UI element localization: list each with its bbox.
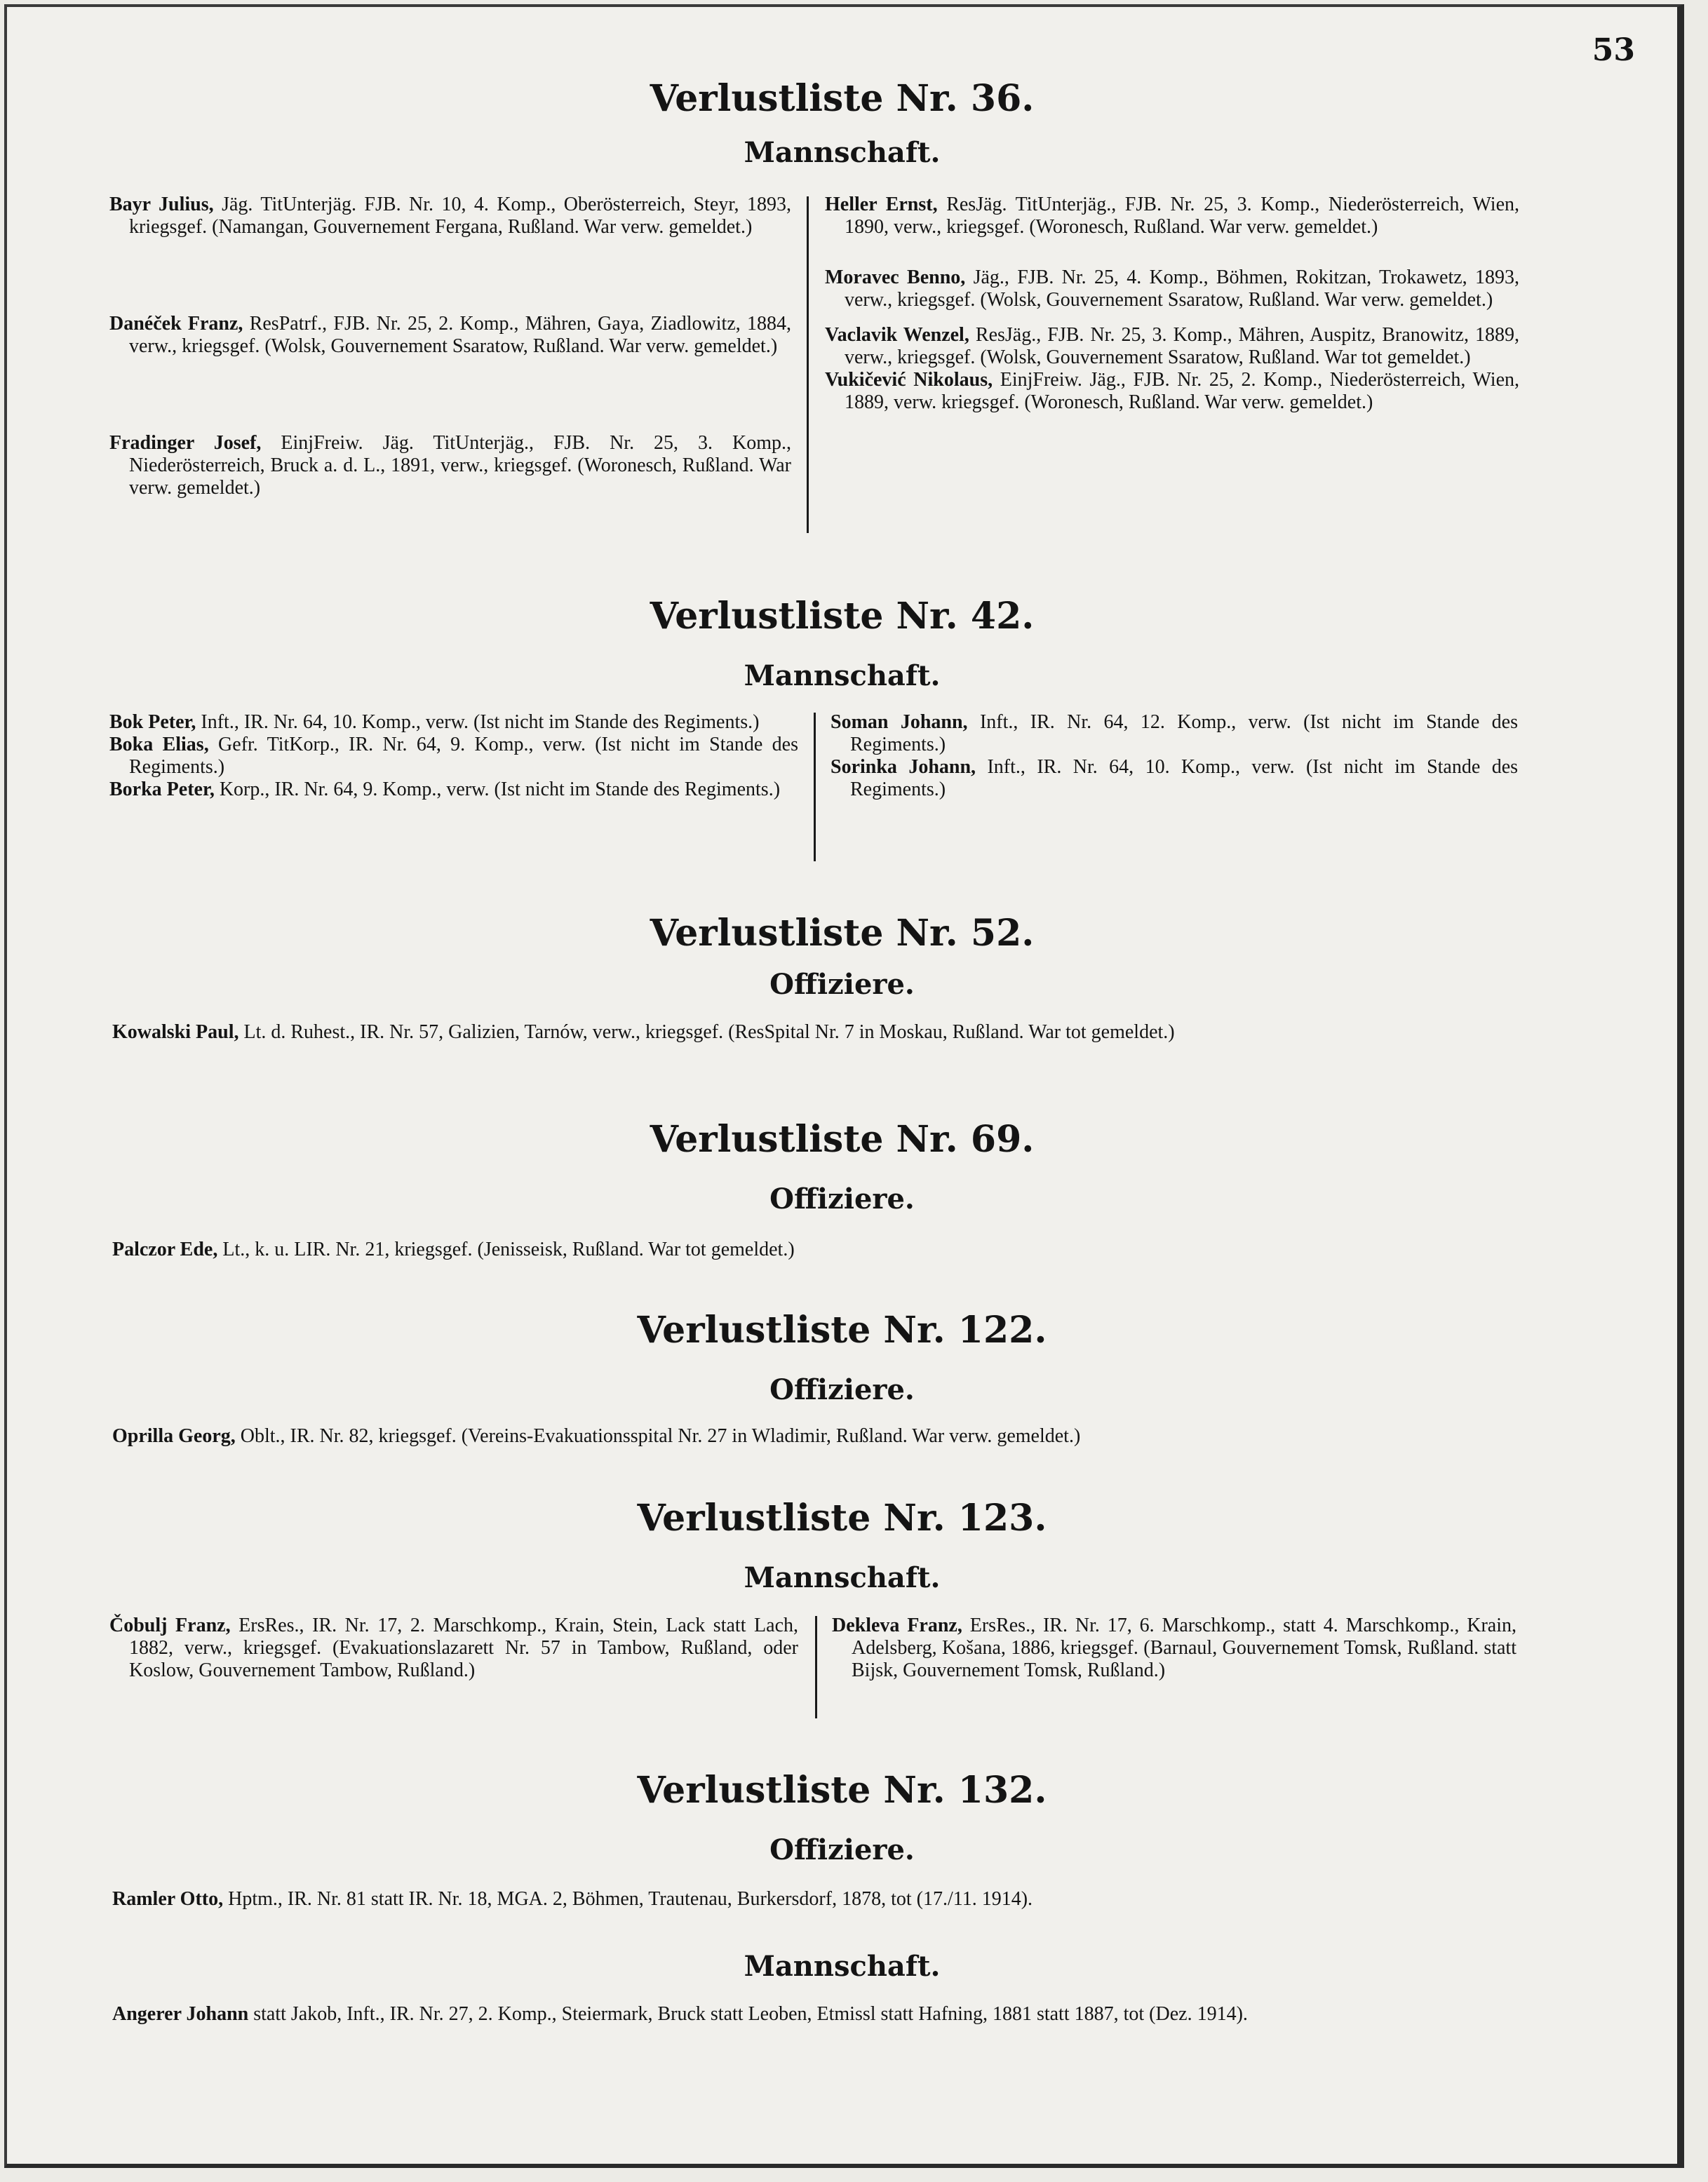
list-entry <box>112 1888 1508 1911</box>
full-width-entries <box>112 2003 1508 2026</box>
entry-name: Boka Elias, <box>109 734 209 755</box>
entry-name: Kowalski Paul, <box>112 1021 239 1043</box>
section-title: Verlustliste Nr. 132. <box>637 1769 1047 1812</box>
list-entry <box>825 324 1519 369</box>
full-width-entries <box>112 1021 1508 1044</box>
entry-text: Inft., IR. Nr. 64, 10. Komp., verw. (Ist nicht im Stande des Regiments.) <box>201 711 760 733</box>
list-entry <box>112 2003 1508 2026</box>
list-entry <box>109 779 798 801</box>
section-subtitle: Mannschaft. <box>744 1561 941 1594</box>
column-divider <box>807 196 809 533</box>
entry-text: Gefr. TitKorp., IR. Nr. 64, 9. Komp., verw. (Ist nicht im Stande des Regiments.) <box>129 734 798 778</box>
right-column <box>831 711 1518 801</box>
list-entry <box>109 194 791 238</box>
section-title: Verlustliste Nr. 122. <box>637 1309 1047 1352</box>
entry-text: EinjFreiw. Jäg., FJB. Nr. 25, 2. Komp., Niederösterreich, Wien, 1889, verw. kriegsgef. (Woronesch, Rußland. War verw. gemeldet.) <box>845 369 1519 413</box>
entry-name: Bok Peter, <box>109 711 196 733</box>
entry-text: ErsRes., IR. Nr. 17, 2. Marschkomp., Krain, Stein, Lack statt Lach, 1882, verw., kriegsgef. (Evakuationslazarett Nr. 57 in Tambow, Rußland, oder Koslow, Gouvernement Tambow, Rußland.) <box>129 1615 799 1681</box>
page-number: 53 <box>1592 32 1635 68</box>
list-entry <box>825 267 1519 311</box>
section-title: Verlustliste Nr. 123. <box>637 1497 1047 1540</box>
entry-name: Palczor Ede, <box>112 1239 218 1260</box>
entry-text: ResJäg. TitUnterjäg., FJB. Nr. 25, 3. Komp., Niederösterreich, Wien, 1890, verw., kriegsgef. (Woronesch, Rußland. War verw. gemeldet.) <box>845 194 1519 238</box>
list-entry <box>825 369 1519 414</box>
entry-text: ErsRes., IR. Nr. 17, 6. Marschkomp., statt 4. Marschkomp., Krain, Adelsberg, Košana, 1886, kriegsgef. (Barnaul, Gouvernement Tomsk, Rußland. statt Bijsk, Gouvernement Tomsk, Rußland.) <box>852 1615 1517 1681</box>
section-title: Verlustliste Nr. 42. <box>650 595 1035 638</box>
entry-text: Lt. d. Ruhest., IR. Nr. 57, Galizien, Tarnów, verw., kriegsgef. (ResSpital Nr. 7 in Moskau, Rußland. War tot gemeldet.) <box>243 1021 1175 1043</box>
document-page <box>4 4 1684 2168</box>
entry-text: statt Jakob, Inft., IR. Nr. 27, 2. Komp., Steiermark, Bruck statt Leoben, Etmissl statt Hafning, 1881 statt 1887, tot (Dez. 1914). <box>253 2003 1248 2025</box>
left-column <box>109 194 791 499</box>
section-title: Verlustliste Nr. 69. <box>650 1118 1035 1161</box>
entry-text: Korp., IR. Nr. 64, 9. Komp., verw. (Ist nicht im Stande des Regiments.) <box>219 779 781 800</box>
list-entry <box>112 1021 1508 1044</box>
section-title: Verlustliste Nr. 52. <box>650 912 1035 955</box>
entry-text: Inft., IR. Nr. 64, 12. Komp., verw. (Ist nicht im Stande des Regiments.) <box>850 711 1519 755</box>
list-entry <box>112 1239 1508 1261</box>
entry-text: Jäg., FJB. Nr. 25, 4. Komp., Böhmen, Rokitzan, Trokawetz, 1893, verw., kriegsgef. (Wolsk, Gouvernement Ssaratow, Rußland. War verw. gemeldet.) <box>845 267 1519 311</box>
section-subtitle: Mannschaft. <box>744 1950 941 1983</box>
section-subtitle: Offiziere. <box>769 1183 915 1215</box>
entry-text: Lt., k. u. LIR. Nr. 21, kriegsgef. (Jenisseisk, Rußland. War tot gemeldet.) <box>222 1239 795 1260</box>
entry-name: Danéček Franz, <box>109 313 243 335</box>
list-entry <box>831 711 1518 756</box>
full-width-entries <box>112 1425 1508 1448</box>
section-subtitle: Offiziere. <box>769 968 915 1001</box>
list-entry <box>831 756 1518 801</box>
entry-name: Vukičević Nikolaus, <box>825 369 993 391</box>
list-entry <box>109 734 798 779</box>
entry-name: Moravec Benno, <box>825 267 966 288</box>
list-entry <box>832 1615 1517 1682</box>
entry-text: Hptm., IR. Nr. 81 statt IR. Nr. 18, MGA. 2, Böhmen, Trautenau, Burkersdorf, 1878, tot (17./11. 1914). <box>228 1888 1033 1910</box>
section-subtitle: Offiziere. <box>769 1833 915 1866</box>
entry-name: Bayr Julius, <box>109 194 214 215</box>
entry-name: Borka Peter, <box>109 779 215 800</box>
entry-name: Heller Ernst, <box>825 194 938 215</box>
full-width-entries <box>112 1888 1508 1911</box>
entry-name: Angerer Johann <box>112 2003 249 2025</box>
section-title: Verlustliste Nr. 36. <box>650 77 1035 120</box>
entry-text: Jäg. TitUnterjäg. FJB. Nr. 10, 4. Komp., Oberösterreich, Steyr, 1893, kriegsgef. (Namangan, Gouvernement Fergana, Rußland. War verw. gemeldet.) <box>129 194 791 238</box>
entry-name: Čobulj Franz, <box>109 1615 231 1636</box>
section-subtitle: Mannschaft. <box>744 136 941 169</box>
entry-name: Dekleva Franz, <box>832 1615 962 1636</box>
list-entry <box>109 1615 798 1682</box>
entry-text: ResPatrf., FJB. Nr. 25, 2. Komp., Mähren, Gaya, Ziadlowitz, 1884, verw., kriegsgef. (Wolsk, Gouvernement Ssaratow, Rußland. War verw. gemeldet.) <box>129 313 792 357</box>
left-column <box>109 711 798 801</box>
entry-text: EinjFreiw. Jäg. TitUnterjäg., FJB. Nr. 25, 3. Komp., Niederösterreich, Bruck a. d. L., 1891, verw., kriegsgef. (Woronesch, Rußland. War verw. gemeldet.) <box>129 432 792 499</box>
list-entry <box>112 1425 1508 1448</box>
entry-name: Soman Johann, <box>831 711 968 733</box>
section-subtitle: Offiziere. <box>769 1373 915 1406</box>
full-width-entries <box>112 1239 1508 1261</box>
entry-name: Vaclavik Wenzel, <box>825 324 969 346</box>
list-entry <box>109 313 791 358</box>
list-entry <box>825 194 1519 238</box>
entry-text: Oblt., IR. Nr. 82, kriegsgef. (Vereins-Evakuationsspital Nr. 27 in Wladimir, Rußland. War verw. gemeldet.) <box>240 1425 1081 1447</box>
right-column <box>825 194 1519 414</box>
left-column <box>109 1615 798 1682</box>
right-column <box>832 1615 1517 1682</box>
entry-name: Oprilla Georg, <box>112 1425 236 1447</box>
entry-text: Inft., IR. Nr. 64, 10. Komp., verw. (Ist nicht im Stande des Regiments.) <box>850 756 1519 800</box>
entry-text: ResJäg., FJB. Nr. 25, 3. Komp., Mähren, Auspitz, Branowitz, 1889, verw., kriegsgef. (Wolsk, Gouvernement Ssaratow, Rußland. War tot gemeldet.) <box>845 324 1519 368</box>
list-entry <box>109 432 791 499</box>
entry-name: Fradinger Josef, <box>109 432 262 454</box>
entry-name: Sorinka Johann, <box>831 756 976 778</box>
list-entry <box>109 711 798 734</box>
entry-name: Ramler Otto, <box>112 1888 224 1910</box>
column-divider <box>814 713 816 861</box>
column-divider <box>815 1616 817 1718</box>
section-subtitle: Mannschaft. <box>744 659 941 692</box>
